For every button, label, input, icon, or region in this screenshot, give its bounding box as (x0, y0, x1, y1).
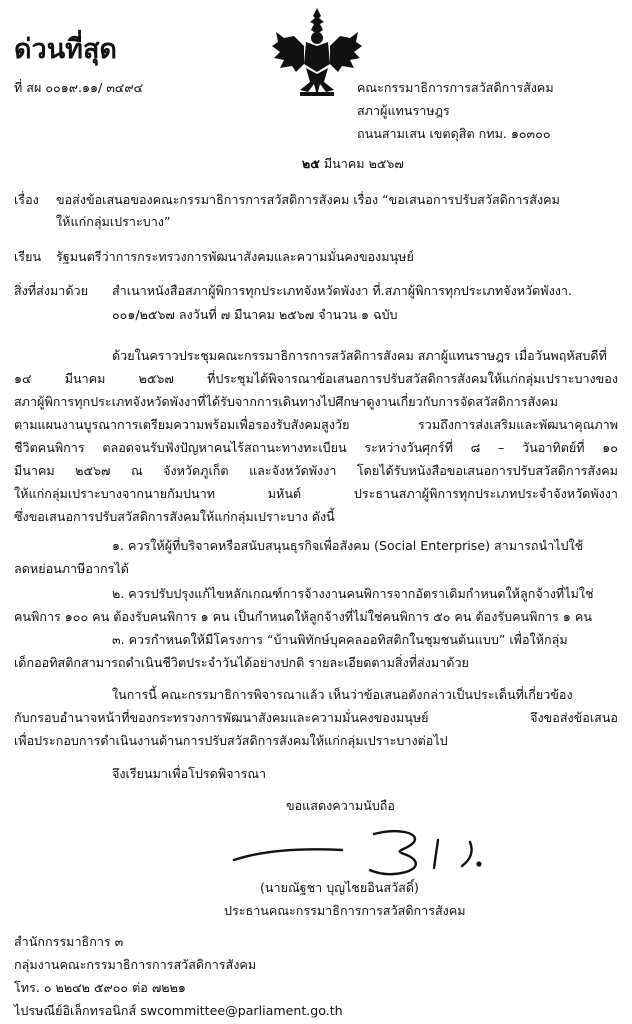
sender-address: ถนนสามเสน เขตดุสิต กทม. ๑๐๓๐๐ (357, 126, 551, 141)
recipient-name: รัฐมนตรีว่าการกระทรวงการพัฒนาสังคมและความมั่นคงของมนุษย์ (56, 249, 414, 264)
list-item-line: คนพิการ ๑๐๐ คน ต้องรับคนพิการ ๑ คน เป็นกำหนดให้ลูกจ้างที่ไม่ใช่คนพิการ ๕๐ คน ต้องรับคนพิการ ๑ คน (14, 609, 592, 624)
sender-house: สภาผู้แทนราษฎร (357, 103, 450, 118)
date-day: ๒๕ (302, 156, 320, 171)
body-line: ๑๔ มีนาคม ๒๕๖๗ ที่ประชุมได้พิจารณาข้อเสนอการปรับสวัสดิการสังคมให้แก่กลุ่มเปราะบางของ (14, 371, 618, 386)
enclosure-line: สำเนาหนังสือสภาผู้พิการทุกประเภทจังหวัดพังงา ที่.สภาผู้พิการทุกประเภทจังหวัดพังงา. (112, 283, 572, 298)
subject-label: เรื่อง (14, 192, 39, 207)
date-month-year: มีนาคม ๒๕๖๗ (323, 156, 404, 171)
body-line: ชีวิตคนพิการ ตลอดจนรับฟังปัญหาคนไร้สถานะทางทะเบียน ระหว่างวันศุกร์ที่ ๘ – วันอาทิตย์ที่ ๑๐ (14, 440, 618, 455)
footer-group: กลุ่มงานคณะกรรมาธิการการสวัสดิการสังคม (14, 957, 257, 972)
list-item-line: เด็กออทิสติกสามารถดำเนินชีวิตประจำวันได้อย่างปกติ รายละเอียดตามสิ่งที่ส่งมาด้วย (14, 655, 469, 670)
body-line: ด้วยในคราวประชุมคณะกรรมาธิการการสวัสดิการสังคม สภาผู้แทนราษฎร เมื่อวันพฤหัสบดีที่ (112, 348, 607, 363)
body-line: มีนาคม ๒๕๖๗ ณ จังหวัดภูเก็ต และจังหวัดพังงา โดยได้รับหนังสือขอเสนอการปรับสวัสดิการสังคม (14, 463, 618, 478)
closing-request: จึงเรียนมาเพื่อโปรดพิจารณา (112, 766, 267, 781)
footer-phone: โทร. ๐ ๒๒๔๒ ๕๙๐๐ ต่อ ๗๒๒๑ (14, 980, 186, 995)
list-item-line: ๑. ควรให้ผู้ที่บริจาคหรือสนับสนุนธุรกิจเพื่อสังคม (Social Enterprise) สามารถนำไปใช้ (112, 538, 584, 553)
body-line: กับกรอบอำนาจหน้าที่ของกระทรวงการพัฒนาสังคมและความมั่นคงของมนุษย์ จึงขอส่งข้อเสนอ (14, 710, 618, 725)
enclosure-line: ๐๐๑/๒๕๖๗ ลงวันที่ ๗ มีนาคม ๒๕๖๗ จำนวน ๑ ฉบับ (112, 307, 398, 322)
letter-date (302, 158, 404, 171)
body-line: สภาผู้พิการทุกประเภทจังหวัดพังงาที่ได้รับจากการเดินทางไปศึกษาดูงานเกี่ยวกับการจัดสวัสดิการสังคม (14, 394, 559, 409)
body-line: ในการนี้ คณะกรรมาธิการพิจารณาแล้ว เห็นว่าข้อเสนอดังกล่าวเป็นประเด็นที่เกี่ยวข้อง (112, 687, 573, 702)
signatory-position: ประธานคณะกรรมาธิการการสวัสดิการสังคม (224, 903, 466, 918)
enclosure-label: สิ่งที่ส่งมาด้วย (14, 283, 88, 298)
subject-line: ให้แก่กลุ่มเปราะบาง” (56, 214, 171, 229)
garuda-emblem-icon (270, 6, 364, 102)
list-item-line: ลดหย่อนภาษีอากรได้ (14, 561, 129, 576)
list-item-line: ๓. ควรกำหนดให้มีโครงการ “บ้านพิทักษ์บุคคลออทิสติกในชุมชนต้นแบบ” เพื่อให้กลุ่ม (112, 632, 568, 647)
document-number: ที่ สผ ๐๐๑๙.๑๑/ ๓๔๙๔ (14, 80, 144, 95)
signatory-name: (นายณัฐชา บุญไชยอินสวัสดิ์) (260, 880, 419, 895)
list-item-line: ๒. ควรปรับปรุงแก้ไขหลักเกณฑ์การจ้างงานคนพิการจากอัตราเดิมกำหนดให้ลูกจ้างที่ไม่ใช่ (112, 586, 594, 601)
footer-office: สำนักกรรมาธิการ ๓ (14, 934, 124, 949)
body-line: ซึ่งขอเสนอการปรับสวัสดิการสังคมให้แก่กลุ่มเปราะบาง ดังนี้ (14, 509, 335, 524)
sender-organization: คณะกรรมาธิการการสวัสดิการสังคม (357, 80, 554, 95)
footer-email: ไปรษณีย์อิเล็กทรอนิกส์ swcommittee@parliament.go.th (14, 1003, 343, 1018)
salutation: ขอแสดงความนับถือ (286, 798, 395, 813)
body-line: ให้แก่กลุ่มเปราะบางจากนายกัมปนาท มหันต์ ประธานสภาผู้พิการทุกประเภทประจำจังหวัดพังงา (14, 486, 618, 501)
body-line: ตามแผนงานบูรณาการเตรียมความพร้อมเพื่อรองรับสังคมสูงวัย รวมถึงการส่งเสริมและพัฒนาคุณภาพ (14, 417, 618, 432)
handwritten-signature-icon (224, 820, 494, 880)
subject-line: ขอส่งข้อเสนอของคณะกรรมาธิการการสวัสดิการสังคม เรื่อง “ขอเสนอการปรับสวัสดิการสังคม (56, 192, 560, 207)
recipient-label: เรียน (14, 249, 42, 264)
body-line: เพื่อประกอบการดำเนินงานด้านการปรับสวัสดิการสังคมให้แก่กลุ่มเปราะบางต่อไป (14, 733, 448, 748)
urgency-heading: ด่วนที่สุด (14, 34, 117, 65)
